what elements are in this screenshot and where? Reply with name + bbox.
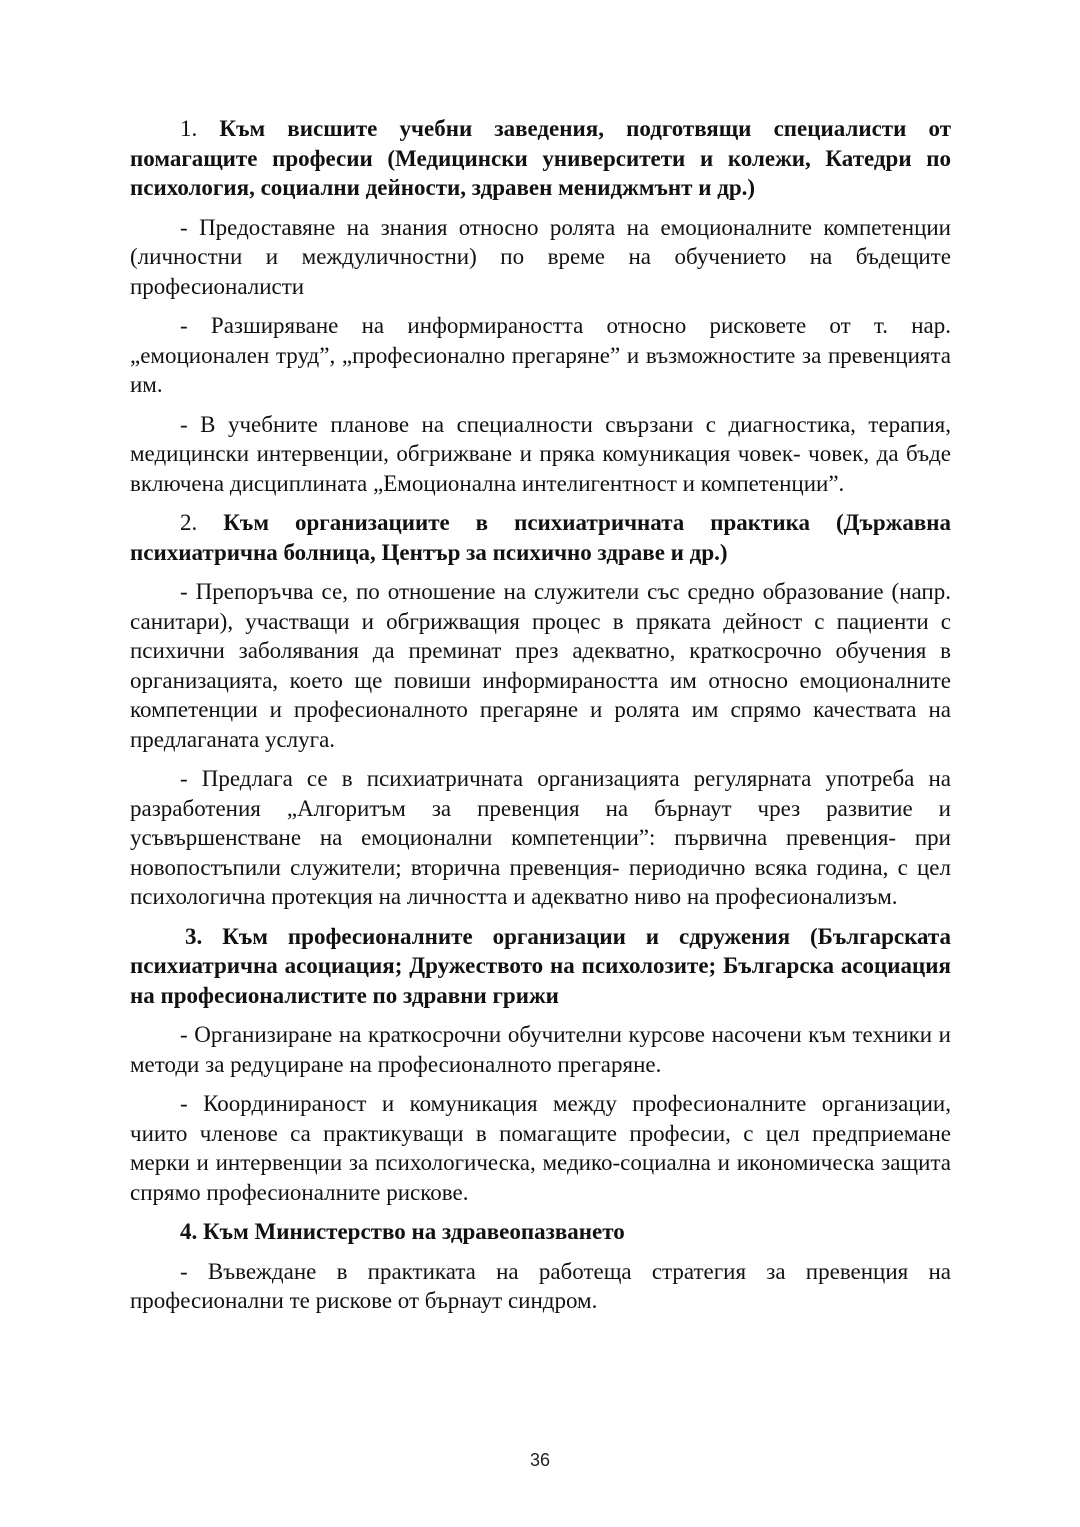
section-4-item-1: - Въвеждане в практиката на работеща стратегия за превенция на професионални те рискове от бърнаут синдром. <box>130 1258 951 1313</box>
section-2-heading <box>130 508 951 567</box>
section-1-item-1: - Предоставяне на знания относно ролята на емоционалните компетенции (личностни и междуличностни) по време на обучението на бъдещите професионалисти <box>130 214 951 299</box>
page-number: 36 <box>529 1450 551 1470</box>
section-3-title: Към професионалните организации и сдружения (Българската психиатрична асоциация; Дружеството на психолозите; Българска асоциация на професионалистите по здравни грижи <box>130 923 952 1008</box>
section-1-title: Към висшите учебни заведения, подготвящи специалисти от помагащите професии (Медицински университети и колежи, Катедри по психология, социални дейности, здравен мениджмънт и др.) <box>130 116 951 200</box>
section-4-title: Към Министерство на здравеопазването <box>203 1219 625 1244</box>
section-3-number: 3. <box>185 923 203 949</box>
section-2-number: 2. <box>180 510 198 535</box>
section-3-item-2: - Координираност и комуникация между професионалните организации, чиито членове са практикуващи в помагащите професии, с цел предприемане мерки и интервенции за психологическа, медико-социална и икономическа защита спрямо професионалните рискове. <box>130 1091 951 1205</box>
section-1-item-2: - Разширяване на информираността относно рисковете от т. нар. „емоционален труд”, „професионално прегаряне” и възможностите за превенцията им. <box>130 313 951 397</box>
section-2-title: Към организациите в психиатричната практика (Държавна психиатрична болница, Център за психично здраве и др.) <box>130 510 952 565</box>
section-1-number: 1. <box>180 116 198 141</box>
section-4-number: 4. <box>180 1219 198 1244</box>
document-page <box>130 114 951 1326</box>
section-4-heading <box>130 1217 951 1247</box>
section-2-item-2: - Предлага се в психиатричната организацията регулярната употреба на разработения „Алгоритъм за превенция на бърнаут чрез развитие и усъвършенстване на емоционални компетенции”: първична превенция- при новопостъпили служители; вторична превенция- периодично всяка година, с цел психологична протекция на личността и адекватно ниво на професионализъм. <box>130 766 951 909</box>
section-2-item-1: - Препоръчва се, по отношение на служители със средно образование (напр. санитари), участващи и обгрижващия процес в пряката дейност с пациенти с психични заболявания да преминат през адекватно, краткосрочно обучения в организацията, което ще повиши информираността им относно емоционалните компетенции и професионалното прегаряне и ролята им спрямо качествата на предлаганата услуга. <box>130 579 951 752</box>
section-1-heading <box>130 114 951 203</box>
section-3-item-1: - Организиране на краткосрочни обучителни курсове насочени към техники и методи за редуциране на професионалното прегаряне. <box>130 1022 951 1077</box>
section-1-item-3: - В учебните планове на специалности свързани с диагностика, терапия, медицински интервенции, обгрижване и пряка комуникация човек- човек, да бъде включена дисциплината „Емоционална интелигентност и компетенции”. <box>130 411 951 496</box>
section-3-heading <box>130 922 951 1011</box>
